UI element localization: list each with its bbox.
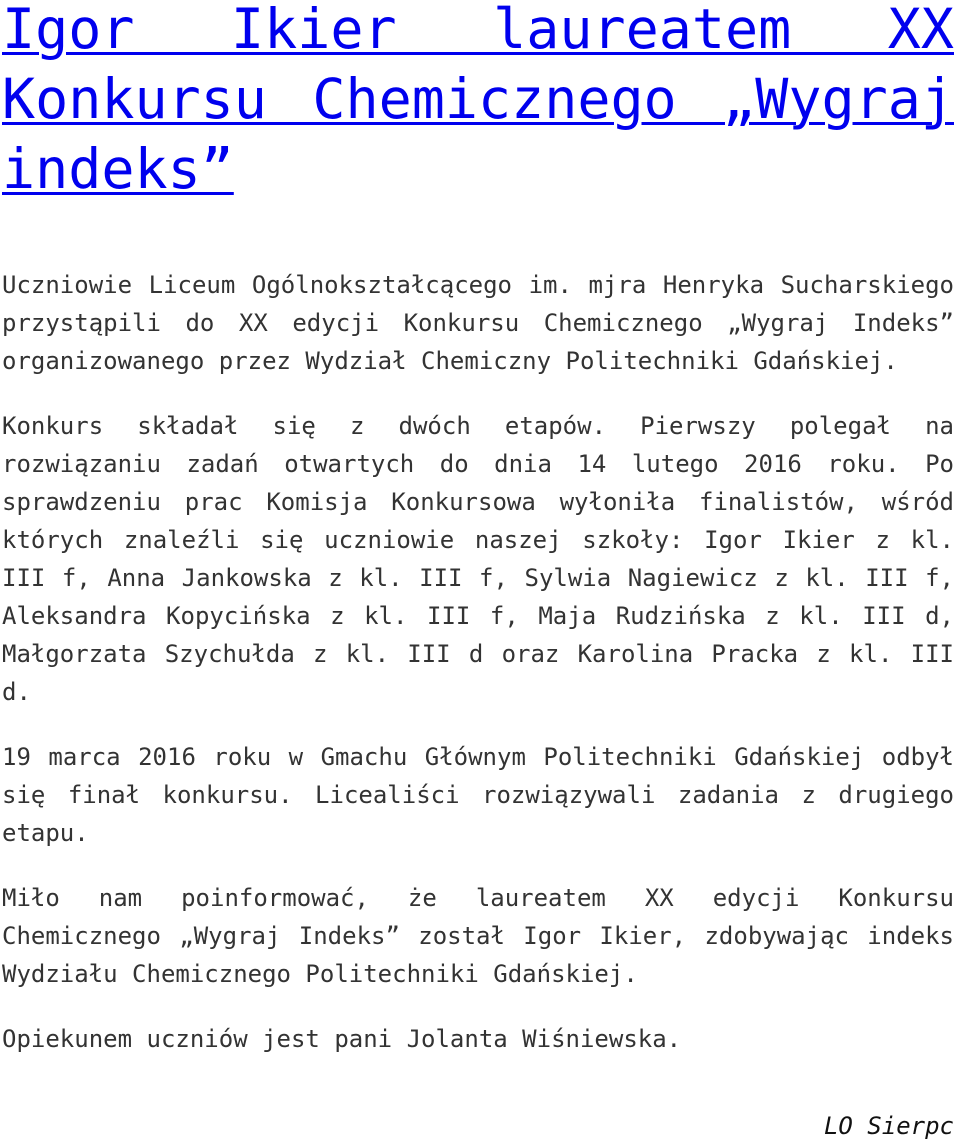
article-title [2, 0, 954, 204]
paragraph-stages: Konkurs składał się z dwóch etapów. Pierwszy polegał na rozwiązaniu zadań otwartych do dnia 14 lutego 2016 roku. Po sprawdzeniu prac Komisja Konkursowa wyłoniła finalistów, wśród których znaleźli się uczniowie naszej szkoły: Igor Ikier z kl. III f, Anna Jankowska z kl. III f, Sylwia Nagiewicz z kl. III f, Aleksandra Kopycińska z kl. III f, Maja Rudzińska z kl. III d, Małgorzata Szychułda z kl. III d oraz Karolina Pracka z kl. III d. [2, 412, 954, 706]
paragraph-supervisor: Opiekunem uczniów jest pani Jolanta Wiśniewska. [2, 1025, 682, 1053]
article-signature: LO Sierpc [823, 1112, 954, 1140]
article [2, 0, 954, 1058]
article-title-link[interactable]: Igor Ikier laureatem XX Konkursu Chemicznego „Wygraj indeks” [2, 0, 954, 201]
paragraph-intro: Uczniowie Liceum Ogólnokształcącego im. mjra Henryka Sucharskiego przystąpili do XX edycji Konkursu Chemicznego „Wygraj Indeks” organizowanego przez Wydział Chemiczny Politechniki Gdańskiej. [2, 271, 954, 375]
paragraph-laureate: Miło nam poinformować, że laureatem XX edycji Konkursu Chemicznego „Wygraj Indeks” został Igor Ikier, zdobywając indeks Wydziału Chemicznego Politechniki Gdańskiej. [2, 884, 954, 988]
paragraph-final: 19 marca 2016 roku w Gmachu Głównym Politechniki Gdańskiej odbył się finał konkursu. Licealiści rozwiązywali zadania z drugiego etapu. [2, 743, 954, 847]
article-body [2, 266, 954, 1058]
